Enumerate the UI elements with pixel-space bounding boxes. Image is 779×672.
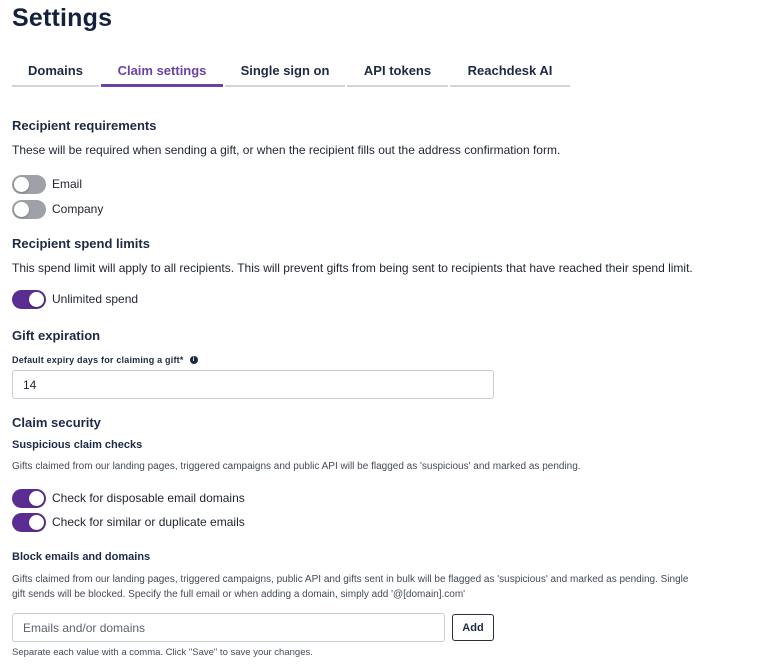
gift-expiration-heading: Gift expiration <box>12 328 101 343</box>
duplicate-emails-toggle[interactable] <box>12 513 46 532</box>
duplicate-emails-label: Check for similar or duplicate emails <box>52 515 245 529</box>
unlimited-spend-label: Unlimited spend <box>52 292 139 306</box>
tab-claim-settings[interactable]: Claim settings <box>101 62 223 87</box>
expiry-days-label <box>12 355 198 365</box>
disposable-domains-toggle[interactable] <box>12 489 46 508</box>
expiry-days-input[interactable] <box>12 370 494 399</box>
duplicate-emails-toggle-row[interactable] <box>12 512 245 532</box>
suspicious-checks-description: Gifts claimed from our landing pages, triggered campaigns and public API will be flagged as 'suspicious' and marked as pending. <box>12 461 581 472</box>
spend-limits-description: This spend limit will apply to all recipients. This will prevent gifts from being sent to recipients that have reached their spend limit. <box>12 261 693 275</box>
disposable-domains-label: Check for disposable email domains <box>52 491 245 505</box>
block-emails-hint: Separate each value with a comma. Click "Save" to save your changes. <box>12 647 313 658</box>
email-requirement-label: Email <box>52 177 83 191</box>
recipient-requirements-heading: Recipient requirements <box>12 118 157 133</box>
block-emails-input[interactable] <box>12 613 445 642</box>
suspicious-checks-heading: Suspicious claim checks <box>12 439 143 451</box>
claim-security-heading: Claim security <box>12 415 101 430</box>
recipient-requirements-description: These will be required when sending a gift, or when the recipient fills out the address confirmation form. <box>12 143 561 157</box>
add-button[interactable]: Add <box>452 614 494 641</box>
toggle-knob <box>14 202 29 217</box>
info-icon[interactable]: i <box>190 356 198 364</box>
company-requirement-toggle-row[interactable] <box>12 199 103 219</box>
tab-single-sign-on[interactable]: Single sign on <box>225 62 345 87</box>
spend-limits-heading: Recipient spend limits <box>12 236 150 251</box>
company-requirement-toggle[interactable] <box>12 200 46 219</box>
email-requirement-toggle[interactable] <box>12 175 46 194</box>
tab-api-tokens[interactable]: API tokens <box>347 62 448 87</box>
unlimited-spend-toggle-row[interactable] <box>12 289 138 309</box>
toggle-knob <box>29 491 44 506</box>
disposable-domains-toggle-row[interactable] <box>12 488 245 508</box>
block-emails-heading: Block emails and domains <box>12 551 151 563</box>
page-title: Settings <box>12 4 113 32</box>
company-requirement-label: Company <box>52 202 104 216</box>
unlimited-spend-toggle[interactable] <box>12 290 46 309</box>
tab-bar <box>12 62 572 87</box>
email-requirement-toggle-row[interactable] <box>12 174 82 194</box>
tab-domains[interactable]: Domains <box>12 62 99 87</box>
block-emails-description-line2: gift sends will be blocked. Specify the full email or when adding a domain, simply add '@[domain].com' <box>12 589 466 600</box>
toggle-knob <box>29 515 44 530</box>
block-emails-description-line1: Gifts claimed from our landing pages, triggered campaigns, public API and gifts sent in bulk will be flagged as 'suspicious' and marked as pending. Single <box>12 574 689 585</box>
tab-reachdesk-ai[interactable]: Reachdesk AI <box>450 62 570 87</box>
toggle-knob <box>14 177 29 192</box>
toggle-knob <box>29 292 44 307</box>
expiry-days-label-text: Default expiry days for claiming a gift* <box>12 355 184 365</box>
